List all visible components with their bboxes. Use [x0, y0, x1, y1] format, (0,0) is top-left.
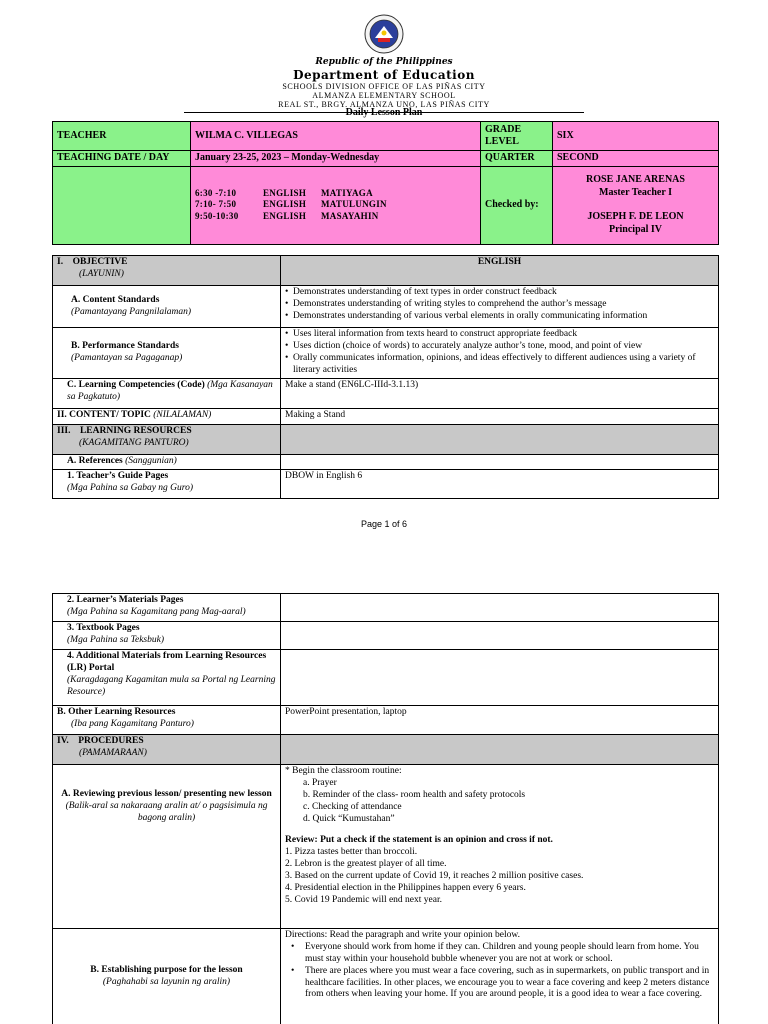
- content-topic-value: Making a Stand: [281, 409, 719, 425]
- learners-materials-cell: [53, 594, 281, 622]
- content-topic-label: II. CONTENT/ TOPIC: [57, 410, 151, 420]
- additional-materials-blank: [281, 650, 719, 706]
- other-resources-cell: [53, 706, 281, 735]
- teachers-guide-sub: (Mga Pahina sa Gabay ng Guro): [67, 482, 194, 493]
- checker2-name: JOSEPH F. DE LEON: [587, 211, 684, 222]
- objective-label: OBJECTIVE: [72, 257, 128, 267]
- subject-heading: ENGLISH: [281, 256, 719, 286]
- division-line: SCHOOLS DIVISION OFFICE OF LAS PIÑAS CITY: [282, 82, 486, 92]
- schedule-time: 7:10- 7:50: [195, 199, 237, 210]
- list-item: • Uses literal information from texts heard to construct appropriate feedback: [285, 329, 578, 339]
- plan-title: Daily Lesson Plan: [345, 107, 423, 118]
- schedule-cell: [191, 166, 481, 244]
- competency-sub: (Mga Kasanayan sa Pagkatuto): [67, 380, 273, 402]
- purpose-label: B. Establishing purpose for the lesson: [90, 964, 243, 975]
- content-standards-sub: (Pamantayang Pangnilalaman): [71, 306, 192, 317]
- header-table: [52, 121, 719, 245]
- textbook-label: 3. Textbook Pages: [67, 623, 140, 633]
- routine-item: b. Reminder of the class- room health and safety protocols: [303, 789, 526, 800]
- review-item: 5. Covid 19 Pandemic will end next year.: [285, 894, 442, 905]
- checker2-title: Principal IV: [608, 223, 663, 235]
- textbook-blank: [281, 622, 719, 650]
- purpose-content: [281, 929, 719, 1024]
- review-cell: [53, 765, 281, 929]
- teachers-guide-label: 1. Teacher’s Guide Pages: [67, 471, 169, 481]
- review-content: [281, 765, 719, 929]
- schedule-time: 6:30 -7:10: [195, 188, 237, 199]
- competency-cell: [53, 379, 281, 409]
- department-name: Department of Education: [293, 68, 475, 83]
- schedule-subject: ENGLISH: [263, 210, 307, 221]
- teachers-guide-cell: [53, 470, 281, 499]
- quarter-value: SECOND: [553, 151, 719, 167]
- content-standards-label: A. Content Standards: [71, 294, 160, 305]
- content-topic-cell: [53, 409, 281, 425]
- procedures-label: PROCEDURES: [78, 736, 144, 746]
- resources-label: LEARNING RESOURCES: [79, 426, 192, 436]
- routine-item: a. Prayer: [303, 777, 337, 788]
- purpose-cell: [53, 929, 281, 1024]
- content-standards-list: [281, 286, 719, 328]
- competency-label: C. Learning Competencies (Code): [67, 380, 205, 390]
- review-item: 1. Pizza tastes better than broccoli.: [285, 847, 418, 858]
- performance-standards-cell: [53, 328, 281, 379]
- additional-materials-cell: [53, 650, 281, 706]
- additional-materials-sub: (Karagdagang Kagamitan mula sa Portal ng Learning Resource): [67, 674, 276, 697]
- list-item: • Orally communicates information, opinions, and ideas effectively to different audiences using a variety of literary activities: [285, 352, 696, 375]
- list-item: • There are places where you must wear a face covering, such as in supermarkets, on public transport and in healthcare facilities. In other places, we encourage you to wear a face covering and keep 2 meters distance from others when leaving your home. If you are around people, it is a good idea to wear a face covering.: [291, 965, 710, 1000]
- textbook-cell: [53, 622, 281, 650]
- objective-num: I.: [57, 257, 64, 267]
- review-gap: [285, 825, 714, 835]
- additional-materials-label: 4. Additional Materials from Learning Resources (LR) Portal: [67, 651, 267, 673]
- references-sub: (Sanggunian): [122, 456, 177, 466]
- review-sub: (Balik-aral sa nakaraang aralin at/ o pagsisimula ng bagong aralin): [65, 800, 268, 823]
- performance-standards-label: B. Performance Standards: [71, 341, 179, 352]
- address-line: REAL ST., BRGY. ALMANZA UNO, LAS PIÑAS CITY: [278, 99, 490, 109]
- routine-intro: * Begin the classroom routine:: [285, 766, 402, 776]
- performance-standards-sub: (Pamantayan sa Pagaganap): [71, 353, 183, 363]
- checker1-title: Master Teacher I: [599, 186, 672, 198]
- letterhead: [0, 14, 768, 113]
- review-instruction: Review: Put a check if the statement is an opinion and cross if not.: [285, 835, 553, 846]
- content-standards-cell: [53, 286, 281, 328]
- resources-blank: [281, 425, 719, 455]
- list-item: • Demonstrates understanding of various verbal elements in orally communicating information: [285, 310, 648, 321]
- performance-standards-list: [281, 328, 719, 379]
- list-item: • Uses diction (choice of words) to accurately analyze author’s tone, mood, and point of view: [285, 340, 643, 351]
- procedures-blank: [281, 735, 719, 765]
- other-resources-label: B. Other Learning Resources: [57, 707, 176, 717]
- schedule-section: MASAYAHIN: [321, 210, 379, 221]
- checker1-name: ROSE JANE ARENAS: [586, 174, 685, 185]
- checkers-cell: [553, 166, 719, 244]
- learners-materials-label: 2. Learner’s Materials Pages: [67, 595, 184, 605]
- other-resources-sub: (Iba pang Kagamitang Panturo): [71, 718, 194, 729]
- resources-sub: (KAGAMITANG PANTURO): [79, 437, 189, 448]
- purpose-sub: (Paghahabi sa layunin ng aralin): [102, 976, 231, 987]
- schedule-list: [195, 188, 476, 222]
- procedures-heading: [53, 735, 281, 765]
- grade-value: SIX: [553, 122, 719, 151]
- resources-num: III.: [57, 426, 71, 436]
- references-cell: [53, 455, 281, 470]
- review-label: A. Reviewing previous lesson/ presenting new lesson: [61, 789, 272, 799]
- list-item: • Everyone should work from home if they can. Children and young people should learn from home. You must stay within your household bubble whenever you are not at work or school.: [291, 941, 699, 964]
- review-item: 4. Presidential election in the Philippines happen every 6 years.: [285, 882, 526, 893]
- republic-line: Republic of the Philippines: [315, 57, 453, 67]
- schedule-section: MATIYAGA: [321, 188, 373, 199]
- schedule-section: MATULUNGIN: [321, 199, 387, 210]
- grade-label: GRADE LEVEL: [481, 122, 553, 151]
- page-gap: [0, 545, 768, 581]
- date-value: January 23-25, 2023 – Monday-Wednesday: [191, 151, 481, 167]
- references-label: A. References: [67, 456, 123, 466]
- deped-seal-icon: [364, 14, 404, 54]
- review-item: 2. Lebron is the greatest player of all time.: [285, 859, 447, 870]
- resources-procedures-table: [52, 593, 719, 1024]
- school-line: ALMANZA ELEMENTARY SCHOOL: [312, 91, 456, 101]
- resources-heading: [53, 425, 281, 455]
- routine-item: c. Checking of attendance: [303, 801, 402, 812]
- objective-sub: (LAYUNIN): [79, 268, 124, 279]
- procedures-num: IV.: [57, 736, 69, 746]
- competency-value: Make a stand (EN6LC-IIId-3.1.13): [281, 379, 719, 409]
- schedule-spacer: [53, 166, 191, 244]
- page-number: Page 1 of 6: [360, 519, 408, 529]
- teachers-guide-value: DBOW in English 6: [281, 470, 719, 499]
- procedures-sub: (PAMAMARAAN): [79, 747, 147, 758]
- objectives-table: [52, 255, 719, 499]
- schedule-subject: ENGLISH: [263, 199, 307, 210]
- purpose-directions: Directions: Read the paragraph and write your opinion below.: [285, 930, 520, 940]
- content-topic-sub: (NILALAMAN): [150, 410, 212, 420]
- objective-heading: [53, 256, 281, 286]
- checked-label: Checked by:: [481, 166, 553, 244]
- other-resources-value: PowerPoint presentation, laptop: [281, 706, 719, 735]
- teacher-value: WILMA C. VILLEGAS: [191, 122, 481, 151]
- schedule-time: 9:50-10:30: [195, 210, 239, 221]
- textbook-sub: (Mga Pahina sa Teksbuk): [67, 634, 165, 645]
- learners-materials-sub: (Mga Pahina sa Kagamitang pang Mag-aaral): [67, 606, 246, 617]
- list-item: • Demonstrates understanding of writing styles to comprehend the author’s message: [285, 298, 607, 309]
- references-blank: [281, 455, 719, 470]
- teacher-label: TEACHER: [53, 122, 191, 151]
- schedule-subject: ENGLISH: [263, 188, 307, 199]
- date-label: TEACHING DATE / DAY: [53, 151, 191, 167]
- quarter-label: QUARTER: [481, 151, 553, 167]
- learners-materials-blank: [281, 594, 719, 622]
- review-item: 3. Based on the current update of Covid 19, it reaches 2 million positive cases.: [285, 871, 584, 881]
- routine-item: d. Quick “Kumustahan”: [303, 813, 395, 824]
- page-two: [0, 581, 768, 1024]
- checkers-gap: [557, 199, 714, 211]
- list-item: • Demonstrates understanding of text types in order construct feedback: [285, 287, 557, 297]
